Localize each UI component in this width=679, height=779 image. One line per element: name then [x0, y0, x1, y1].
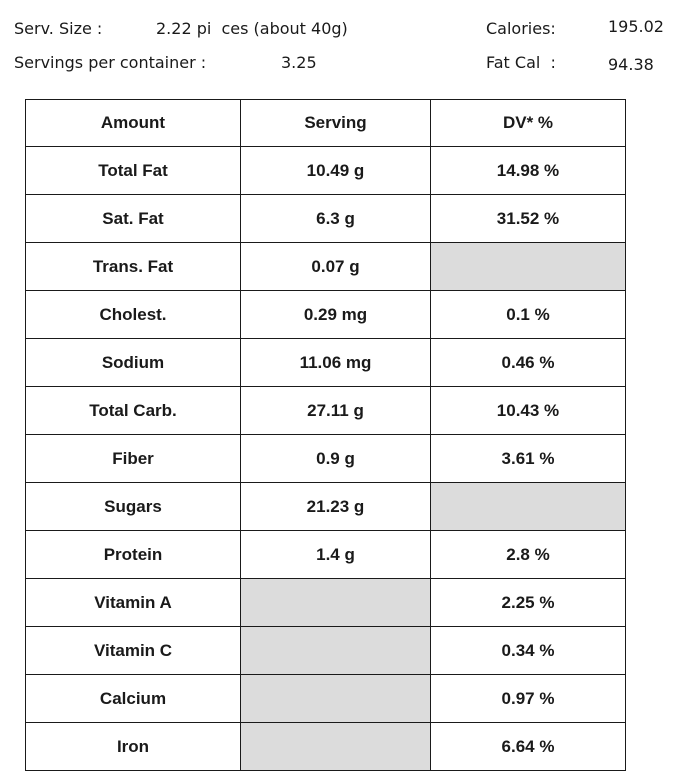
daily-value-cell: 31.52 %	[431, 195, 626, 243]
nutrient-name-cell: Cholest.	[26, 291, 241, 339]
nutrient-name-cell: Total Carb.	[26, 387, 241, 435]
daily-value-cell: 2.8 %	[431, 531, 626, 579]
servings-per-container-label: Servings per container :	[14, 53, 207, 72]
table-row	[26, 339, 626, 387]
daily-value-cell: 0.46 %	[431, 339, 626, 387]
fat-cal-label: Fat Cal :	[486, 53, 556, 72]
table-row	[26, 483, 626, 531]
serving-amount-cell: 21.23 g	[241, 483, 431, 531]
table-row	[26, 723, 626, 771]
serving-amount-cell: 10.49 g	[241, 147, 431, 195]
table-row	[26, 387, 626, 435]
servings-per-container-value: 3.25	[281, 53, 317, 72]
table-row	[26, 627, 626, 675]
calories-label: Calories:	[486, 19, 556, 38]
serving-amount-cell: 6.3 g	[241, 195, 431, 243]
table-row	[26, 147, 626, 195]
nutrition-table	[25, 99, 626, 771]
nutrient-name-cell: Sodium	[26, 339, 241, 387]
daily-value-cell: 0.34 %	[431, 627, 626, 675]
table-header-row	[26, 100, 626, 147]
nutrient-name-cell: Total Fat	[26, 147, 241, 195]
table-row	[26, 675, 626, 723]
empty-cell	[241, 579, 431, 627]
serving-amount-cell: 0.29 mg	[241, 291, 431, 339]
table-row	[26, 195, 626, 243]
serving-amount-cell: 27.11 g	[241, 387, 431, 435]
table-row	[26, 435, 626, 483]
serving-amount-cell: 1.4 g	[241, 531, 431, 579]
nutrient-name-cell: Fiber	[26, 435, 241, 483]
daily-value-cell: 14.98 %	[431, 147, 626, 195]
nutrient-name-cell: Protein	[26, 531, 241, 579]
daily-value-cell: 0.97 %	[431, 675, 626, 723]
column-header-dv: DV* %	[431, 100, 626, 147]
daily-value-cell: 2.25 %	[431, 579, 626, 627]
empty-cell	[431, 483, 626, 531]
fat-cal-value: 94.38	[608, 55, 654, 74]
nutrient-name-cell: Vitamin A	[26, 579, 241, 627]
column-header-amount: Amount	[26, 100, 241, 147]
empty-cell	[241, 675, 431, 723]
daily-value-cell: 0.1 %	[431, 291, 626, 339]
empty-cell	[241, 627, 431, 675]
serving-size-value: 2.22 pi ces (about 40g)	[156, 19, 348, 38]
table-row	[26, 243, 626, 291]
column-header-serving: Serving	[241, 100, 431, 147]
nutrient-name-cell: Calcium	[26, 675, 241, 723]
nutrient-name-cell: Sugars	[26, 483, 241, 531]
nutrient-name-cell: Iron	[26, 723, 241, 771]
daily-value-cell: 10.43 %	[431, 387, 626, 435]
daily-value-cell: 3.61 %	[431, 435, 626, 483]
serving-amount-cell: 0.07 g	[241, 243, 431, 291]
nutrition-table-body	[26, 100, 626, 771]
table-row	[26, 579, 626, 627]
serving-size-label: Serv. Size :	[14, 19, 103, 38]
daily-value-cell: 6.64 %	[431, 723, 626, 771]
nutrient-name-cell: Vitamin C	[26, 627, 241, 675]
empty-cell	[241, 723, 431, 771]
serving-amount-cell: 0.9 g	[241, 435, 431, 483]
calories-value: 195.02	[608, 17, 664, 36]
nutrient-name-cell: Trans. Fat	[26, 243, 241, 291]
serving-amount-cell: 11.06 mg	[241, 339, 431, 387]
table-row	[26, 291, 626, 339]
nutrient-name-cell: Sat. Fat	[26, 195, 241, 243]
empty-cell	[431, 243, 626, 291]
table-row	[26, 531, 626, 579]
